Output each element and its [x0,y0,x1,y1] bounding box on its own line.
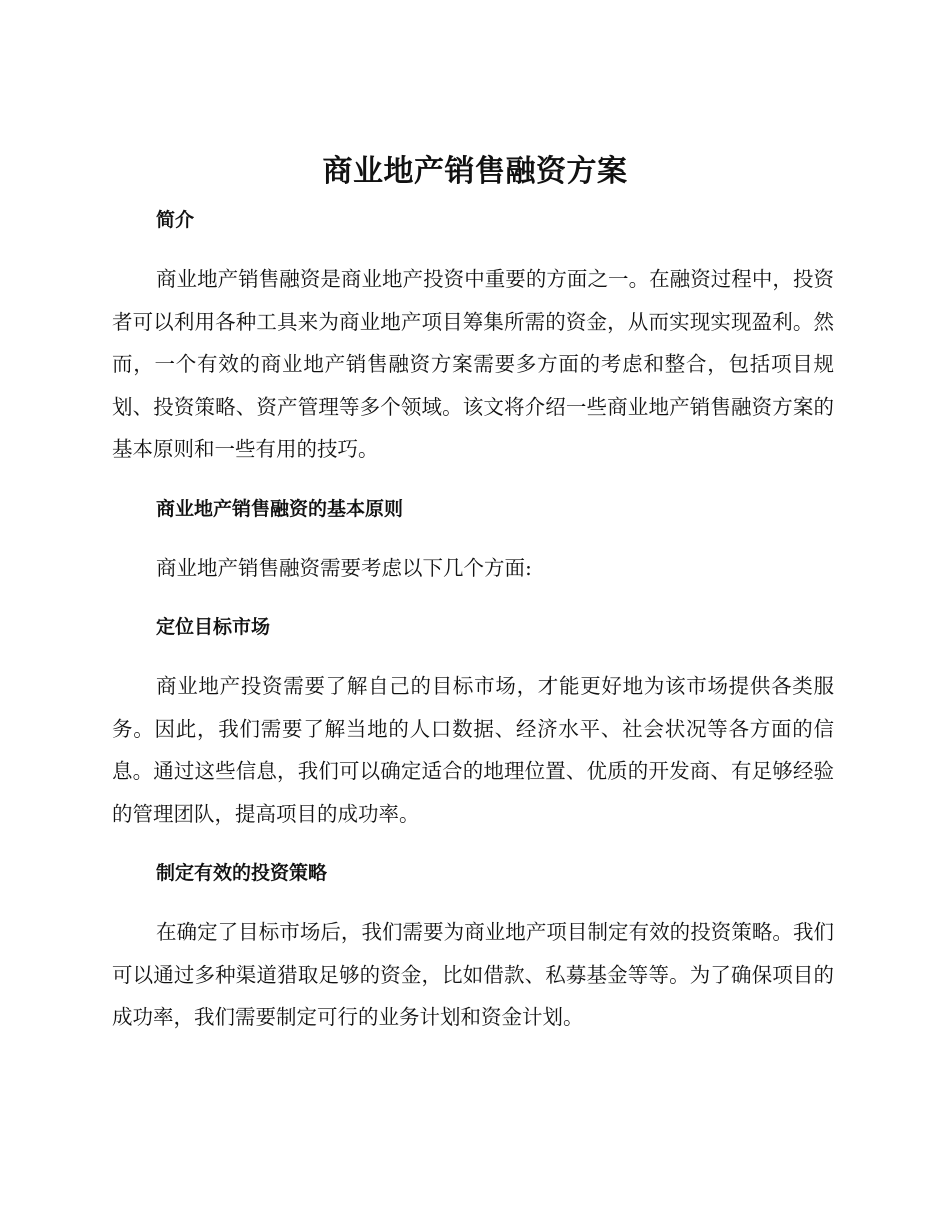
section-paragraph-intro: 商业地产销售融资是商业地产投资中重要的方面之一。在融资过程中，投资者可以利用各种工具来为商业地产项目筹集所需的资金，从而实现实现盈利。然而，一个有效的商业地产销售融资方案需要多方面的考虑和整合，包括项目规划、投资策略、资产管理等多个领域。该文将介绍一些商业地产销售融资方案的基本原则和一些有用的技巧。 [112,267,834,461]
document-body [112,203,834,1039]
section-paragraph-target-market: 商业地产投资需要了解自己的目标市场，才能更好地为该市场提供各类服务。因此，我们需要了解当地的人口数据、经济水平、社会状况等各方面的信息。通过这些信息，我们可以确定适合的地理位置、优质的开发商、有足够经验的管理团队，提高项目的成功率。 [112,674,834,826]
section-heading-investment-strategy: 制定有效的投资策略 [156,862,328,884]
section-heading-intro: 简介 [156,209,195,231]
document-title: 商业地产销售融资方案 [322,154,628,189]
section-heading-principles: 商业地产销售融资的基本原则 [156,497,404,520]
section-paragraph-investment-strategy: 在确定了目标市场后，我们需要为商业地产项目制定有效的投资策略。我们可以通过多种渠道猎取足够的资金，比如借款、私募基金等等。为了确保项目的成功率，我们需要制定可行的业务计划和资金计划。 [112,920,834,1029]
section-paragraph-principles: 商业地产销售融资需要考虑以下几个方面: [156,555,532,580]
section-heading-target-market: 定位目标市场 [156,616,271,638]
